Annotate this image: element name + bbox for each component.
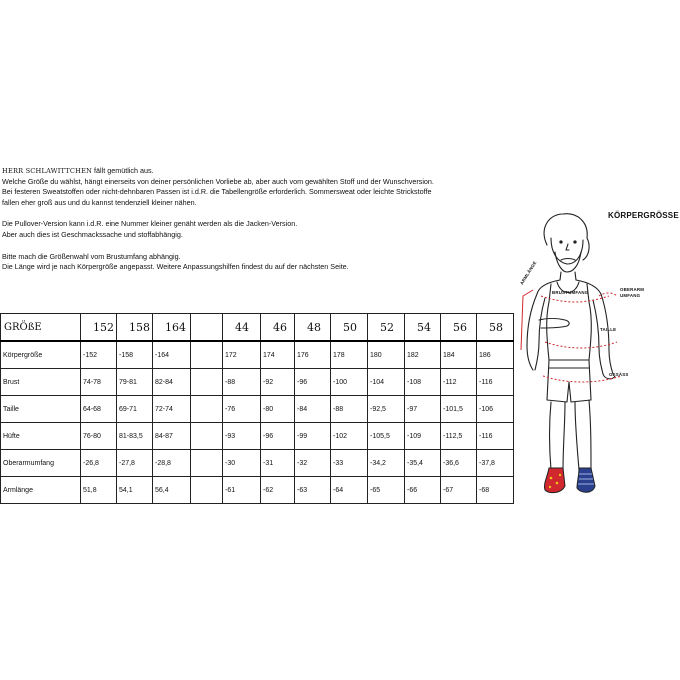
size-row-label: Armlänge [1, 477, 81, 504]
size-cell-adult: -116 [477, 423, 514, 450]
figure-beard [555, 252, 581, 272]
intro-line-4: fallen eher groß aus und du kannst tendenziell kleiner nähen. [2, 197, 197, 207]
size-cell-kids: 64-68 [81, 396, 117, 423]
size-cell-adult: -108 [405, 369, 441, 396]
size-header-kids: 164 [153, 314, 191, 342]
size-cell-adult: 186 [477, 341, 514, 369]
size-cell-adult: 172 [223, 341, 261, 369]
size-cell-kids: 79-81 [117, 369, 153, 396]
size-header-adult: 44 [223, 314, 261, 342]
size-cell-adult: -76 [223, 396, 261, 423]
size-cell-adult: 182 [405, 341, 441, 369]
size-row [1, 396, 514, 423]
figure-head [551, 238, 583, 264]
size-cell-adult: -65 [368, 477, 405, 504]
size-cell-adult: -102 [331, 423, 368, 450]
size-cell-spacer [191, 396, 223, 423]
size-cell-adult: -93 [223, 423, 261, 450]
size-cell-adult: -68 [477, 477, 514, 504]
size-cell-adult: -30 [223, 450, 261, 477]
size-cell-kids: 72-74 [153, 396, 191, 423]
size-cell-kids: -28,8 [153, 450, 191, 477]
size-row-label: Körpergröße [1, 341, 81, 369]
size-cell-adult: -64 [331, 477, 368, 504]
size-row [1, 423, 514, 450]
size-cell-adult: -92,5 [368, 396, 405, 423]
size-header-kids: 158 [117, 314, 153, 342]
figure-sock-right [577, 468, 595, 492]
size-row-label: Brust [1, 369, 81, 396]
size-header-spacer [191, 314, 223, 342]
size-cell-adult: -63 [295, 477, 331, 504]
size-cell-spacer [191, 423, 223, 450]
size-cell-adult: -32 [295, 450, 331, 477]
size-cell-spacer [191, 450, 223, 477]
size-cell-kids: 76-80 [81, 423, 117, 450]
intro-line-7: Bitte mach die Größenwahl vom Brustumfang abhängig. [2, 251, 181, 261]
intro-line-1-rest: fällt gemütlich aus. [92, 166, 154, 175]
figure-right-leg [575, 400, 591, 470]
intro-text [2, 166, 502, 273]
size-header-row [1, 314, 514, 342]
size-header-adult: 48 [295, 314, 331, 342]
size-cell-kids: 56,4 [153, 477, 191, 504]
size-cell-kids: -164 [153, 341, 191, 369]
size-table-body [1, 341, 514, 504]
intro-line-1 [2, 166, 502, 177]
label-armlaenge: ARMLÄNGE [519, 260, 538, 286]
size-cell-adult: -61 [223, 477, 261, 504]
size-cell-kids: 81-83,5 [117, 423, 153, 450]
size-header-adult: 56 [441, 314, 477, 342]
size-cell-kids: 69-71 [117, 396, 153, 423]
size-cell-adult: -99 [295, 423, 331, 450]
size-header-adult: 52 [368, 314, 405, 342]
size-row [1, 369, 514, 396]
size-row [1, 477, 514, 504]
size-cell-adult: -80 [261, 396, 295, 423]
size-cell-adult: -100 [331, 369, 368, 396]
size-cell-adult: 180 [368, 341, 405, 369]
size-cell-adult: -104 [368, 369, 405, 396]
size-cell-adult: -66 [405, 477, 441, 504]
size-cell-kids: 54,1 [117, 477, 153, 504]
size-row [1, 450, 514, 477]
size-cell-kids: -26,8 [81, 450, 117, 477]
size-cell-kids: -152 [81, 341, 117, 369]
label-oberarm-2: UMFANG [620, 293, 641, 298]
measure-brustumfang [541, 296, 609, 302]
figure-neck [560, 272, 576, 280]
size-header-corner: GRÖßE [1, 314, 81, 342]
label-oberarm-1: OBERARM [620, 287, 645, 292]
size-cell-kids: 51,8 [81, 477, 117, 504]
size-cell-adult: 184 [441, 341, 477, 369]
size-cell-spacer [191, 369, 223, 396]
size-cell-adult: -112,5 [441, 423, 477, 450]
intro-line-3: Bei festeren Sweatstoffen oder nicht-dehnbaren Passen ist i.d.R. die Tabellengröße erforderlich. Sommersweat oder leichte Strickstoffe [2, 187, 432, 197]
label-gesaess: GESÄSS [609, 372, 629, 377]
size-cell-kids: 84-87 [153, 423, 191, 450]
size-cell-adult: -112 [441, 369, 477, 396]
size-header-adult: 50 [331, 314, 368, 342]
size-cell-adult: -96 [295, 369, 331, 396]
figure-left-arm [527, 294, 537, 370]
size-cell-adult: -67 [441, 477, 477, 504]
figure-right-arm [601, 294, 613, 374]
intro-line-5: Die Pullover-Version kann i.d.R. eine Nummer kleiner genäht werden als die Jacken-Version. [2, 219, 298, 229]
size-cell-adult: 178 [331, 341, 368, 369]
brand-name: HERR SCHLAWITTCHEN [2, 167, 93, 175]
size-cell-adult: -101,5 [441, 396, 477, 423]
figure-left-leg [550, 402, 566, 470]
size-cell-kids: 74-78 [81, 369, 117, 396]
size-cell-adult: -109 [405, 423, 441, 450]
size-cell-adult: 176 [295, 341, 331, 369]
size-cell-adult: -96 [261, 423, 295, 450]
label-taille: TAILLE [600, 327, 617, 332]
size-header-kids: 152 [81, 314, 117, 342]
size-row-label: Hüfte [1, 423, 81, 450]
size-cell-kids: -27,8 [117, 450, 153, 477]
size-cell-spacer [191, 341, 223, 369]
size-cell-adult: -84 [295, 396, 331, 423]
size-cell-adult: -33 [331, 450, 368, 477]
size-cell-adult: -88 [331, 396, 368, 423]
size-cell-adult: 174 [261, 341, 295, 369]
size-cell-adult: -36,6 [441, 450, 477, 477]
size-cell-adult: -31 [261, 450, 295, 477]
size-row-label: Taille [1, 396, 81, 423]
size-cell-adult: -105,5 [368, 423, 405, 450]
figure-title: KÖRPERGRÖSSE [608, 211, 679, 220]
size-cell-adult: -106 [477, 396, 514, 423]
size-cell-kids: -158 [117, 341, 153, 369]
size-cell-adult: -88 [223, 369, 261, 396]
figure-sock-left [544, 468, 565, 493]
size-cell-adult: -62 [261, 477, 295, 504]
intro-line-2: Welche Größe du wählst, hängt einerseits von deiner persönlichen Vorliebe ab, aber auch vom gewählten Stoff und der Wunschversion. [2, 176, 434, 186]
size-cell-adult: -34,2 [368, 450, 405, 477]
size-cell-adult: -92 [261, 369, 295, 396]
size-header-adult: 54 [405, 314, 441, 342]
measurement-figure [505, 200, 680, 510]
size-cell-adult: -116 [477, 369, 514, 396]
intro-line-6: Aber auch dies ist Geschmackssache und stoffabhängig. [2, 229, 183, 239]
figure-hair [544, 214, 589, 260]
intro-line-8: Die Länge wird je nach Körpergröße angepasst. Weitere Anpassungshilfen findest du auf der nächsten Seite. [2, 262, 349, 272]
figure-shorts [547, 360, 591, 402]
size-table [0, 313, 514, 504]
measure-taille [545, 342, 617, 348]
size-cell-spacer [191, 477, 223, 504]
size-cell-adult: -37,8 [477, 450, 514, 477]
size-row [1, 341, 514, 369]
size-row-label: Oberarmumfang [1, 450, 81, 477]
size-cell-kids: 82-84 [153, 369, 191, 396]
size-header-adult: 46 [261, 314, 295, 342]
size-cell-adult: -97 [405, 396, 441, 423]
size-header-adult: 58 [477, 314, 514, 342]
label-brustumfang: BRUSTUMFANG [552, 290, 589, 295]
size-cell-adult: -35,4 [405, 450, 441, 477]
